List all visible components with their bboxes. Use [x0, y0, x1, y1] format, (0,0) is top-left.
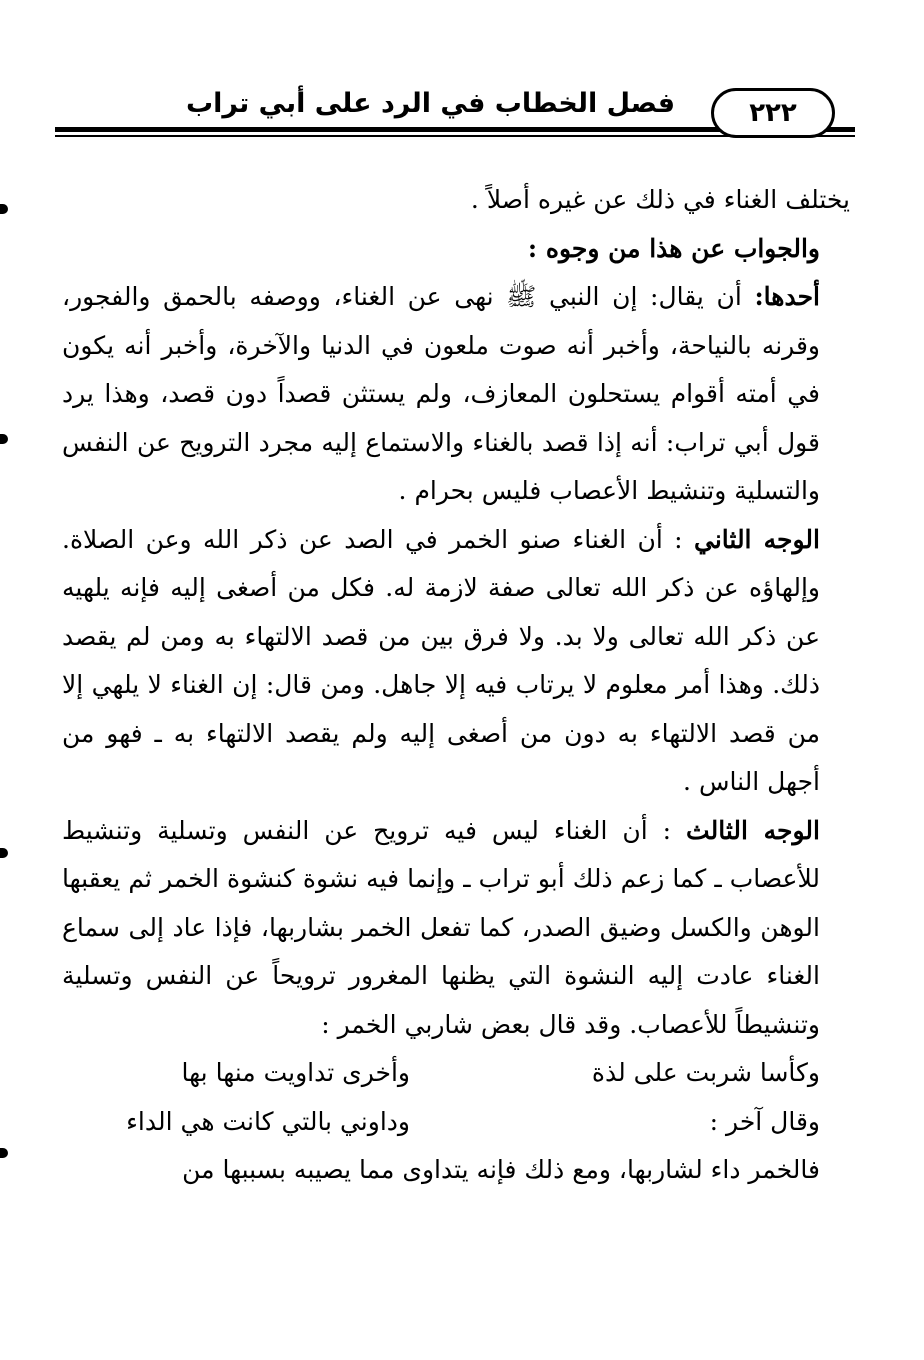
verse-1-second-hemistich: وأخرى تداويت منها بها	[181, 1058, 410, 1087]
third-aspect-lead: الوجه الثالث	[686, 815, 820, 845]
verse-2-hemistich: وداوني بالتي كانت هي الداء	[126, 1106, 410, 1136]
closing-text: فالخمر داء لشاربها، ومع ذلك فإنه يتداوى مما يصيبه بسببها من	[182, 1155, 820, 1184]
first-aspect-lead: أحدها:	[754, 282, 820, 311]
paragraph-third-aspect	[62, 807, 850, 1050]
paragraph-intro	[62, 176, 850, 225]
verse-1-first-hemistich: وكأسا شربت على لذة	[591, 1058, 820, 1087]
body-text	[62, 176, 850, 1195]
paragraph-answer-heading	[62, 225, 850, 274]
running-header	[55, 88, 855, 148]
paragraph-closing	[62, 1146, 850, 1195]
paragraph-second-aspect	[62, 516, 850, 807]
margin-mark	[0, 1148, 8, 1158]
paragraph-text: يختلف الغناء في ذلك عن غيره أصلاً .	[470, 185, 850, 214]
verse-2-intro: وقال آخر :	[709, 1106, 820, 1136]
paragraph-first-aspect	[62, 273, 850, 516]
poem-verse-2	[62, 1098, 850, 1147]
second-aspect-lead: الوجه الثاني	[693, 524, 820, 554]
poem-verse-1	[62, 1049, 850, 1098]
third-aspect-text: : أن الغناء ليس فيه ترويح عن النفس وتسلية وتنشيط للأعصاب ـ كما زعم ذلك أبو تراب ـ وإنما فيه نشوة كنشوة الخمر ثم يعقبها الوهن والكسل وضيق الصدر، كما تفعل الخمر بشاربها، فإذا عاد إلى سماع الغناء عادت إليه النشوة التي يظنها المغرور ترويحاً عن النفس وتسلية وتنشيطاً للأعصاب. وقد قال بعض شاربي الخمر :	[62, 815, 820, 1039]
header-title: فصل الخطاب في الرد على أبي تراب	[185, 88, 675, 119]
answer-heading: والجواب عن هذا من وجوه :	[527, 233, 820, 263]
margin-mark	[0, 204, 8, 214]
page-number: ٢٢٢	[711, 88, 835, 138]
margin-mark	[0, 434, 8, 444]
first-aspect-text: أن يقال: إن النبي ﷺ نهى عن الغناء، ووصفه بالحمق والفجور، وقرنه بالنياحة، وأخبر أنه صوت ملعون في الدنيا والآخرة، وأخبر أنه يكون في أمته أقوام يستحلون المعازف، ولم يستثن قصداً دون قصد، وهذا يرد قول أبي تراب: أنه إذا قصد بالغناء والاستماع إليه مجرد الترويح عن النفس والتسلية وتنشيط الأعصاب فليس بحرام .	[62, 282, 820, 505]
margin-mark	[0, 848, 8, 858]
second-aspect-text: : أن الغناء صنو الخمر في الصد عن ذكر الله وعن الصلاة. وإلهاؤه عن ذكر الله تعالى صفة لازمة له. فكل من أصغى إليه فإنه يلهيه عن ذكر الله تعالى ولا بد. ولا فرق بين من قصد الالتهاء به ومن لم يقصد ذلك. وهذا أمر معلوم لا يرتاب فيه إلا جاهل. ومن قال: إن الغناء لا يلهي إلا من قصد الالتهاء به دون من أصغى إليه ولم يقصد الالتهاء به ـ فهو من أجهل الناس .	[62, 524, 820, 796]
